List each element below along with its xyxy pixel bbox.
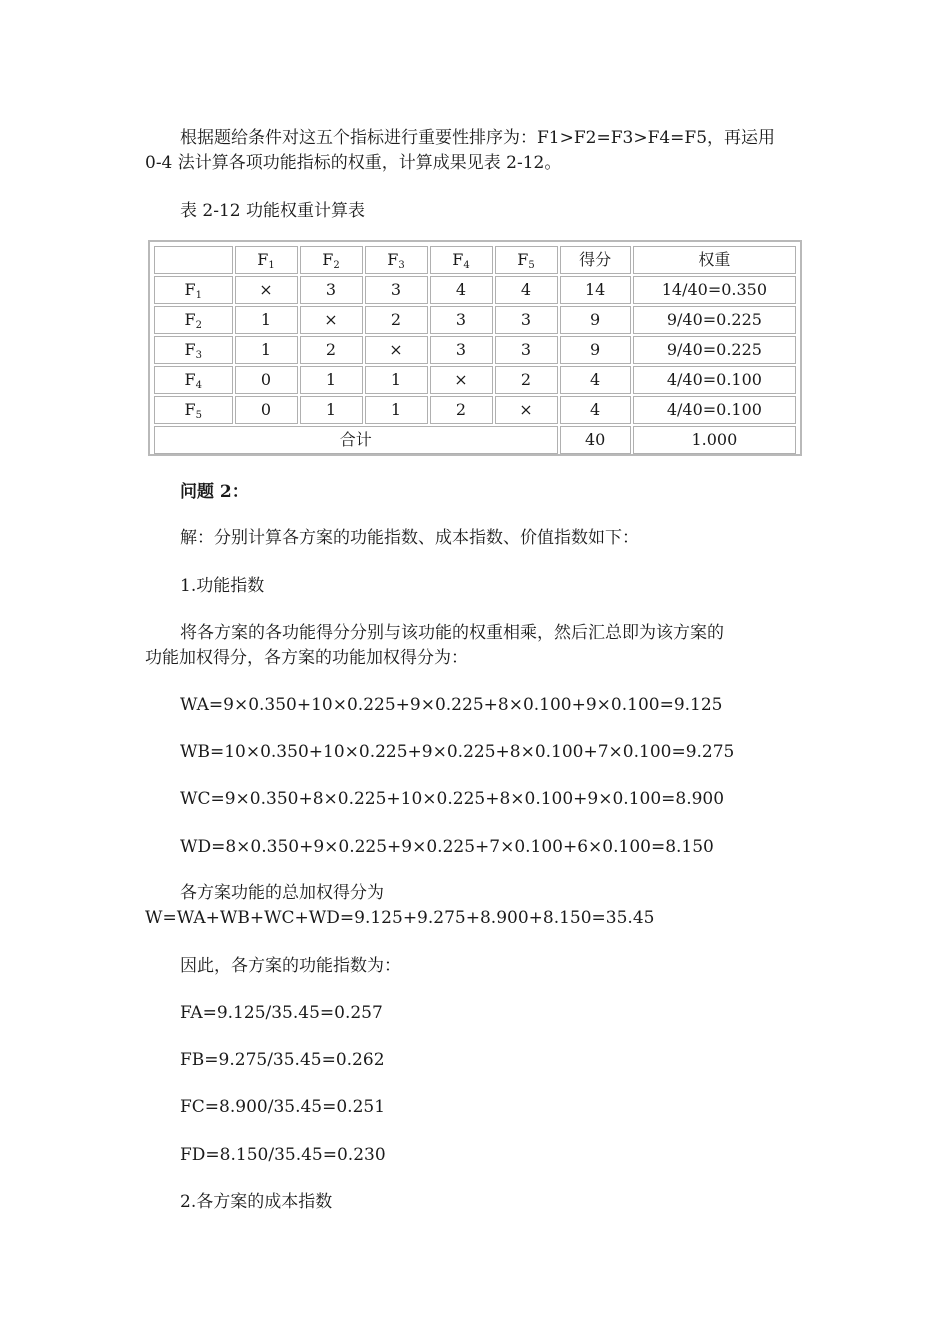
row-label: $F_2$ [154, 306, 233, 334]
header-f4: $F_4$ [430, 246, 493, 274]
weight-cell: 9/40=0.225 [633, 336, 796, 364]
row-label: $F_5$ [154, 396, 233, 424]
table-cell: 2 [300, 336, 363, 364]
weighted-score-wc: WC=9×0.350+8×0.225+10×0.225+8×0.100+9×0.100=8.900 [180, 789, 725, 809]
table-cell: × [365, 336, 428, 364]
total-para-line-2: W=WA+WB+WC+WD=9.125+9.275+8.900+8.150=35.45 [145, 908, 655, 928]
table-row [154, 276, 796, 304]
function-index-fa: FA=9.125/35.45=0.257 [180, 1003, 383, 1023]
table-cell: 3 [365, 276, 428, 304]
score-cell: 14 [560, 276, 631, 304]
score-cell: 9 [560, 306, 631, 334]
row-label: $F_1$ [154, 276, 233, 304]
total-weight-cell: 1.000 [633, 426, 796, 454]
header-f5: $F_5$ [495, 246, 558, 274]
table-cell: 4 [495, 276, 558, 304]
table-cell: 1 [300, 396, 363, 424]
function-index-fd: FD=8.150/35.45=0.230 [180, 1145, 386, 1165]
table-cell: 1 [235, 336, 298, 364]
table-total-row [154, 426, 796, 454]
function-index-fc: FC=8.900/35.45=0.251 [180, 1097, 386, 1117]
table-cell: 1 [365, 366, 428, 394]
table-cell: 1 [235, 306, 298, 334]
total-label-cell: 合计 [154, 426, 558, 454]
table-row [154, 306, 796, 334]
table-cell: 4 [430, 276, 493, 304]
header-f1: $F_1$ [235, 246, 298, 274]
table-row [154, 336, 796, 364]
table-cell: 0 [235, 366, 298, 394]
total-para-line-1: 各方案功能的总加权得分为 [180, 883, 384, 903]
table-cell: × [495, 396, 558, 424]
table-cell: × [235, 276, 298, 304]
section-1-title: 1.功能指数 [180, 576, 265, 596]
header-f2: $F_2$ [300, 246, 363, 274]
section-2-title: 2.各方案的成本指数 [180, 1192, 333, 1212]
header-weight: 权重 [633, 246, 796, 274]
total-score-cell: 40 [560, 426, 631, 454]
row-label: $F_3$ [154, 336, 233, 364]
header-blank-cell [154, 246, 233, 274]
intro-line-1: 根据题给条件对这五个指标进行重要性排序为：F1>F2=F3>F4=F5，再运用 [180, 128, 776, 148]
weighted-score-wa: WA=9×0.350+10×0.225+9×0.225+8×0.100+9×0.100=9.125 [180, 695, 723, 715]
weighted-score-wb: WB=10×0.350+10×0.225+9×0.225+8×0.100+7×0.100=9.275 [180, 742, 735, 762]
row-label: $F_4$ [154, 366, 233, 394]
table-cell: 3 [430, 336, 493, 364]
therefore-line: 因此，各方案的功能指数为： [180, 956, 401, 976]
weight-cell: 14/40=0.350 [633, 276, 796, 304]
header-f3: $F_3$ [365, 246, 428, 274]
weighted-para-line-2: 功能加权得分，各方案的功能加权得分为： [145, 648, 468, 668]
weighted-score-wd: WD=8×0.350+9×0.225+9×0.225+7×0.100+6×0.100=8.150 [180, 837, 714, 857]
weight-cell: 4/40=0.100 [633, 396, 796, 424]
table-cell: 2 [430, 396, 493, 424]
intro-line-2: 0-4 法计算各项功能指标的权重，计算成果见表 2-12。 [145, 153, 562, 173]
question-2-heading: 问题 2： [180, 482, 249, 502]
table-cell: × [430, 366, 493, 394]
table-row [154, 366, 796, 394]
table-row [154, 396, 796, 424]
table-cell: 3 [300, 276, 363, 304]
weighted-para-line-1: 将各方案的各功能得分分别与该功能的权重相乘，然后汇总即为该方案的 [180, 623, 724, 643]
score-cell: 4 [560, 366, 631, 394]
table-cell: 2 [495, 366, 558, 394]
score-cell: 9 [560, 336, 631, 364]
table-cell: × [300, 306, 363, 334]
table-header-row [154, 246, 796, 274]
table-cell: 0 [235, 396, 298, 424]
function-index-fb: FB=9.275/35.45=0.262 [180, 1050, 385, 1070]
table-cell: 3 [495, 306, 558, 334]
table-caption: 表 2-12 功能权重计算表 [180, 201, 365, 221]
table-cell: 2 [365, 306, 428, 334]
table-cell: 1 [365, 396, 428, 424]
table-cell: 3 [495, 336, 558, 364]
table-cell: 1 [300, 366, 363, 394]
table-cell: 3 [430, 306, 493, 334]
weight-table [148, 240, 802, 456]
score-cell: 4 [560, 396, 631, 424]
solution-intro: 解：分别计算各方案的功能指数、成本指数、价值指数如下： [180, 528, 639, 548]
header-score: 得分 [560, 246, 631, 274]
weight-cell: 9/40=0.225 [633, 306, 796, 334]
weight-cell: 4/40=0.100 [633, 366, 796, 394]
